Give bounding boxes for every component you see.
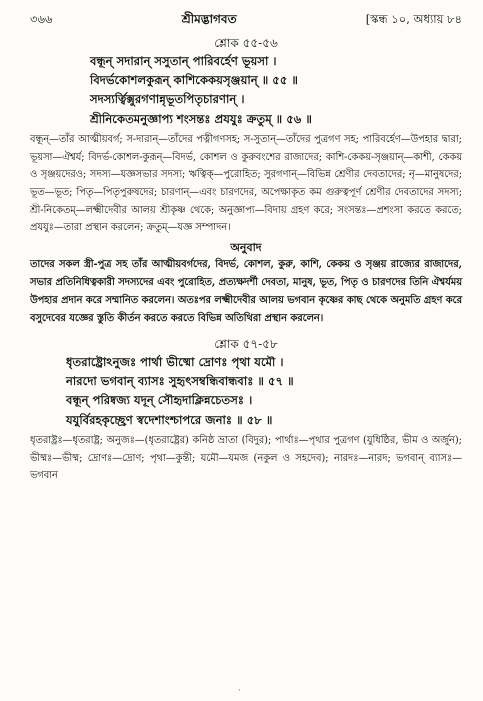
verse-line: নারদো ভগবান্ ব্যাসঃ সুহৃৎসম্বন্ধিবান্ধবাঃ ॥ ৫৭ ॥ <box>66 374 294 389</box>
verse-text <box>66 353 462 430</box>
verse-text <box>90 52 462 129</box>
verse-line: শ্রীনিকেতমনুজ্ঞাপ্য শংসন্তঃ প্রযযুঃ ক্রতুম্ ॥ ৫৬ ॥ <box>90 111 312 126</box>
book-title: শ্রীমদ্ভাগবত <box>181 12 237 26</box>
section-label: [স্কন্ধ ১০, অধ্যায় ৮৪ <box>365 12 462 26</box>
verse-line: বন্ধূন্ সদারান্ সসুতান্ পারিবর্হেণ ভূয়সা । <box>90 54 277 68</box>
translation-title: অনুবাদ <box>230 241 262 255</box>
synonyms-paragraph: ধৃতরাষ্ট্রঃ—ধৃতরাষ্ট্র; অনুজঃ—(ধৃতরাষ্ট্রের) কনিষ্ঠ ভ্রাতা (বিদুর); পার্থাঃ—পৃথার পুত্রগণ (যুধিষ্ঠির, ভীম ও অর্জুন); ভীষ্মঃ—ভীষ্ম; দ্রোণঃ—দ্রোণ; পৃথা—কুন্তী; যমৌ—যমজ (নকুল ও সহদেব); নারদঃ—নারদ; ভগবান্ ব্যাসঃ—ভগবান <box>30 434 462 482</box>
verse-line: ধৃতরাষ্ট্রোঽনুজঃ পার্থা ভীষ্মো দ্রোণঃ পৃথা যমৌ । <box>66 355 284 370</box>
verse-line: বন্ধূন্ পরিষ্বজ্য যদূন্ সৌহৃদাক্লিন্নচেতসঃ । <box>66 393 253 408</box>
page-number: ৩৬৬ <box>30 12 53 26</box>
verse-line: যযুর্বিরহকৃচ্ছ্রেণ স্বদেশাংশ্চাপরে জনাঃ ॥ ৫৮ ॥ <box>66 412 273 427</box>
synonyms-paragraph: বন্ধূন্—তাঁর আত্মীয়বর্গ; স-দারান্—তাঁদের পত্নীগণসহ; স-সুতান্—তাঁদের পুত্রগণ সহ; পারিবর্হেণ—উপহার দ্বারা; ভূয়সা—ঐশ্বর্য; বিদর্ভ-কোশল-কুরূন্—বিদর্ভ, কোশল ও কুরুবংশের রাজাদের; কাশি-কেকয়-সৃঞ্জয়ান্—কাশী, কেকয় ও সৃঞ্জয়দেরও; সদস্য—যজ্ঞসভার সদস্য; ঋত্বিক্—পুরোহিত; সুরগণান্—বিভিন্ন শ্রেণীর দেবতাদের; নৃ—মানুষদের; ভূত—ভূত; পিতৃ—পিতৃপুরুষদের; চারণান্—এবং চারণদের, অপেক্ষাকৃত কম গুরুত্বপূর্ণ শ্রেণীর দেবতাদের সদস্য; শ্রী-নিকেতম্—লক্ষ্মীদেবীর আলয় শ্রীকৃষ্ণ থেকে; অনুজ্ঞাপ্য—বিদায় গ্রহণ করে; সংসন্তঃ—প্রশংসা করতে করতে; প্রযযুঃ—তারা প্রস্থান করলেন; ক্রতুম্—যজ্ঞ সম্পাদন। <box>30 133 462 234</box>
footer-mark: · <box>238 686 241 696</box>
verse-number: শ্লোক ৫৫-৫৬ <box>214 36 278 50</box>
book-page <box>30 8 462 485</box>
page-header <box>30 8 462 30</box>
verse-line: বিদর্ভকোশলকুরূন্ কাশিকেকয়সৃঞ্জয়ান্ ॥ ৫৫ ॥ <box>90 73 298 88</box>
translation-paragraph: তাদের সকল স্ত্রী-পুত্র সহ তাঁর আত্মীয়বর্গদের, বিদর্ভ, কোশল, কুরু, কাশি, কেকয় ও সৃঞ্জয় রাজ্যের রাজাদের, সভার প্রতিনিধিত্বকারী সদস্যদের এবং পুরোহিত, প্রত্যক্ষদর্শী দেবতা, মানুষ, ভূত, পিতৃ ও চারণদের তিনি ঐশ্বর্যময় উপহার প্রদান করে সম্মানিত করলেন। অতঃপর লক্ষ্মীদেবীর আলয় ভগবান কৃষ্ণের কাছ থেকে অনুমতি গ্রহণ করে বসুদেবের যজ্ঞের স্তুতি কীর্তন করতে করতে বিভিন্ন অতিথিরা প্রস্থান করলেন। <box>30 259 462 325</box>
verse-number: শ্লোক ৫৭-৫৮ <box>214 337 278 352</box>
verse-line: সদস্যর্ত্বিক্সুরগণান্নৃভূতপিতৃচারণান্ । <box>90 92 245 107</box>
